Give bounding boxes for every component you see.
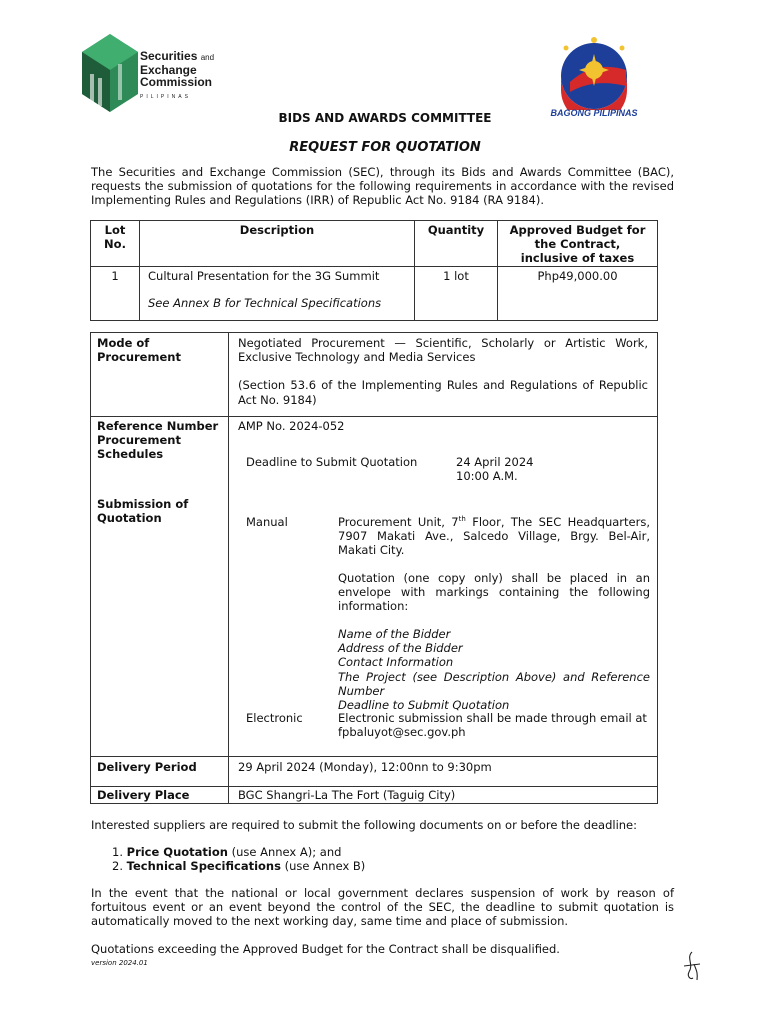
budget-header: Approved Budget for the Contract, inclusive of taxes — [498, 221, 658, 267]
deadline-time: 10:00 A.M. — [456, 469, 518, 483]
manual-instruction: Quotation (one copy only) shall be placed in an envelope with markings containing the following information: — [338, 571, 650, 614]
electronic-value: Electronic submission shall be made through email at fpbaluyot@sec.gov.ph — [338, 711, 647, 740]
documents-list — [112, 845, 612, 873]
item-budget: Php49,000.00 — [498, 267, 658, 321]
table-row — [91, 267, 658, 321]
sec-logo — [80, 34, 220, 112]
mode-value: Negotiated Procurement — Scientific, Scholarly or Artistic Work, Exclusive Technology and Media Services — [238, 336, 648, 365]
sec-logo-word-and: and — [200, 53, 215, 62]
mode-note: (Section 53.6 of the Implementing Rules and Regulations of Republic Act No. 9184) — [238, 378, 648, 407]
item-description: Cultural Presentation for the 3G Summit — [148, 269, 380, 283]
documents-intro: Interested suppliers are required to submit the following documents on or before the deadline: — [91, 818, 637, 832]
deadline-label: Deadline to Submit Quotation — [246, 455, 418, 469]
document-name: Price Quotation — [126, 845, 228, 859]
committee-heading: BIDS AND AWARDS COMMITTEE — [278, 111, 492, 125]
delivery-place-value: BGC Shangri-La The Fort (Taguig City) — [229, 787, 658, 804]
suspension-paragraph: In the event that the national or local government declares suspension of work by reason of fortuitous event or an event beyond the control of the SEC, the deadline to submit quotation is automatically moved to the next working day, same time and place of submission. — [91, 886, 674, 929]
list-item: 1. Price Quotation (use Annex A); and — [112, 845, 342, 859]
electronic-label: Electronic — [246, 711, 303, 725]
annex-reference: See Annex B for Technical Specifications — [148, 296, 382, 310]
sec-logo-word-2: Exchange — [140, 63, 197, 77]
sec-logo-word-1: Securities — [140, 49, 198, 63]
version-label: version 2024.01 — [91, 959, 148, 967]
procurement-details-table — [90, 332, 658, 804]
intro-paragraph: The Securities and Exchange Commission (SEC), through its Bids and Awards Committee (BAC), requests the submission of quotations for the following requirements in accordance with the revised Implementing Rules and Regulations (IRR) of Republic Act No. 9184 (RA 9184). — [91, 165, 674, 208]
lot-number: 1 — [91, 267, 140, 321]
reference-value: AMP No. 2024-052 — [238, 419, 345, 433]
quantity-header: Quantity — [415, 221, 498, 267]
lot-table — [90, 220, 658, 321]
marking-item: Address of the Bidder — [338, 641, 463, 656]
page-title: REQUEST FOR QUOTATION — [289, 140, 481, 155]
deadline-date: 24 April 2024 — [456, 455, 534, 469]
marking-item: Deadline to Submit Quotation — [338, 698, 510, 713]
marking-item: Name of the Bidder — [338, 627, 451, 641]
schedules-label: Procurement Schedules — [97, 433, 181, 461]
manual-address: Procurement Unit, 7th Floor, The SEC Headquarters, 7907 Makati Ave., Salcedo Village, Brgy. Bel-Air, Makati City. — [338, 515, 650, 558]
manual-label: Manual — [246, 515, 288, 529]
disqualification-note: Quotations exceeding the Approved Budget for the Contract shall be disqualified. — [91, 942, 560, 956]
item-quantity: 1 lot — [415, 267, 498, 321]
description-header: Description — [140, 221, 415, 267]
submission-label: Submission of Quotation — [97, 497, 189, 525]
initial-signature — [680, 950, 704, 982]
bagong-pilipinas-emblem — [540, 30, 648, 110]
sec-logo-word-4: PILIPINAS — [140, 94, 191, 100]
reference-label: Reference Number — [97, 419, 219, 433]
bagong-pilipinas-text: BAGONG PILIPINAS — [550, 108, 638, 118]
lot-header: Lot No. — [91, 221, 140, 267]
mode-label: Mode of Procurement — [91, 333, 229, 417]
delivery-place-label: Delivery Place — [91, 787, 229, 804]
marking-item: The Project (see Description Above) and Reference Number — [338, 669, 650, 698]
delivery-period-value: 29 April 2024 (Monday), 12:00nn to 9:30pm — [229, 757, 658, 787]
marking-item: Contact Information — [338, 655, 454, 670]
sec-logo-word-3: Commission — [140, 75, 213, 89]
document-name: Technical Specifications — [126, 859, 281, 874]
bagong-pilipinas-logo — [540, 30, 648, 122]
sec-logo-mark — [80, 34, 140, 112]
list-item: 2. Technical Specifications (use Annex B) — [112, 859, 366, 874]
delivery-period-label: Delivery Period — [91, 757, 229, 787]
envelope-markings — [338, 627, 650, 712]
